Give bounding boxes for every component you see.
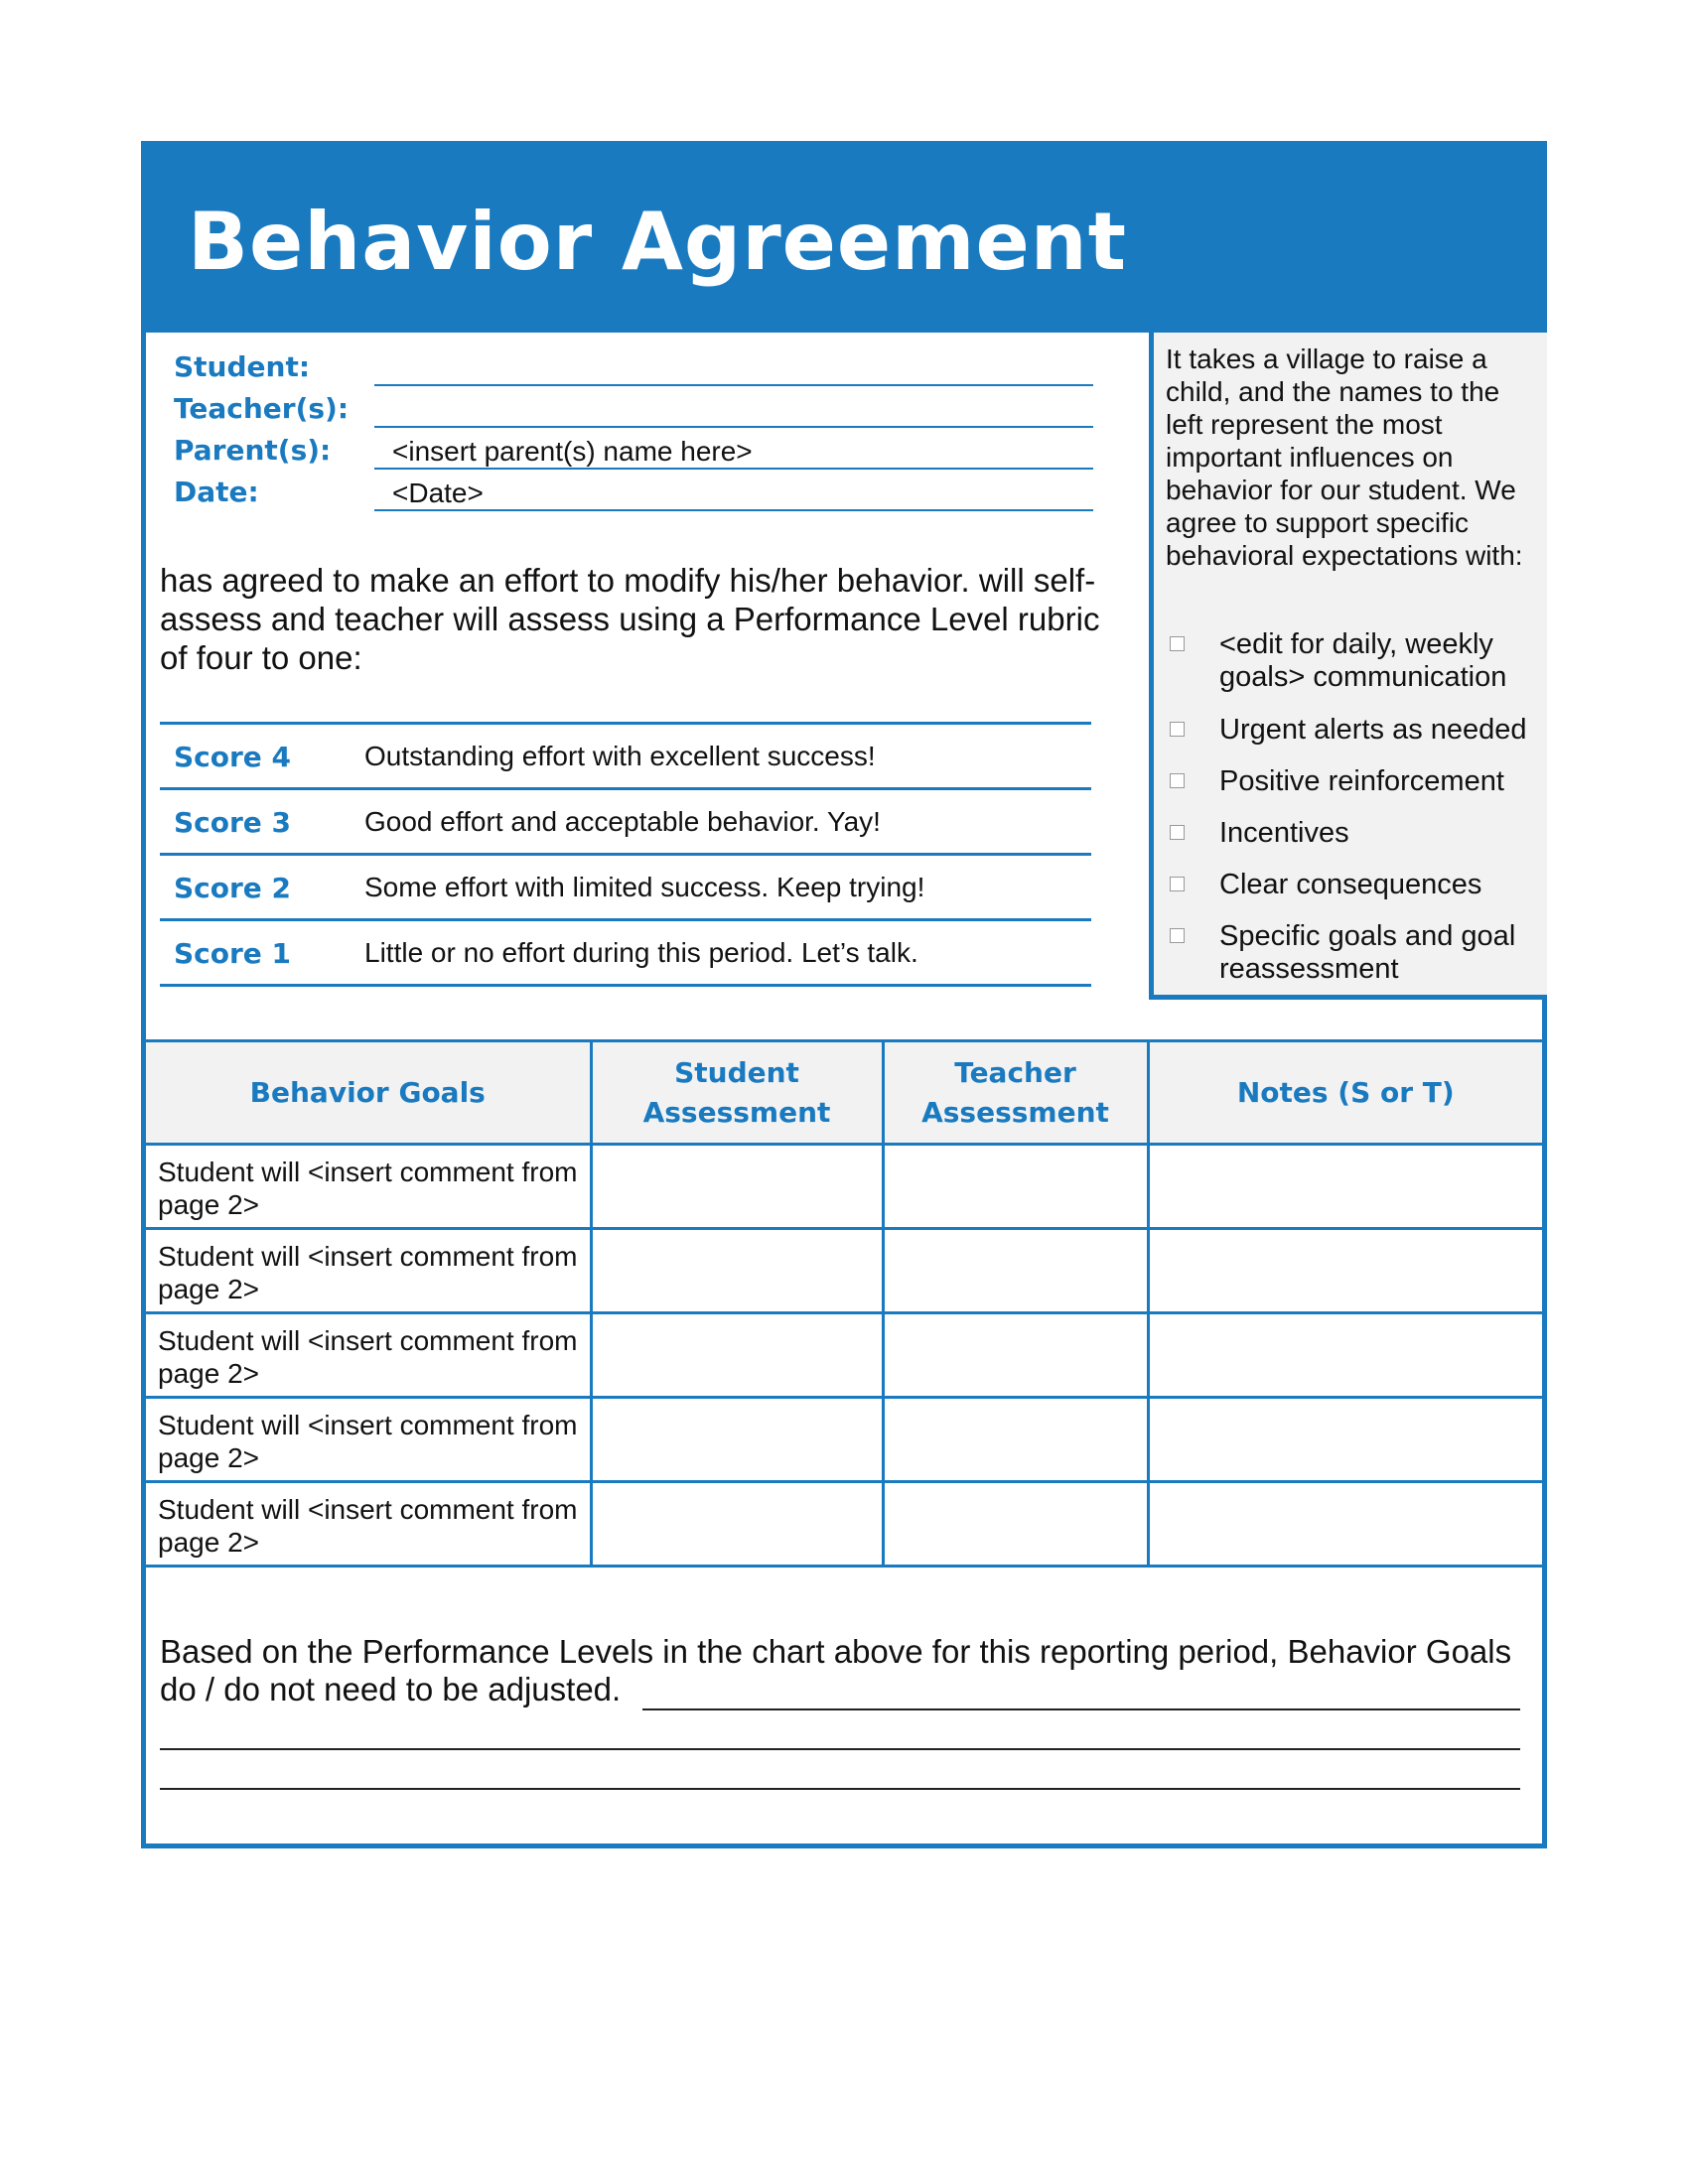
checklist-label: Incentives — [1219, 817, 1349, 849]
answer-line[interactable] — [642, 1708, 1520, 1710]
student-label: Student: — [174, 350, 311, 383]
behavior-goals-table — [146, 1039, 1542, 1568]
notes-cell[interactable] — [1148, 1398, 1542, 1482]
teacher-assessment-cell[interactable] — [883, 1482, 1148, 1567]
agreement-form — [141, 141, 1547, 1848]
title-bar — [146, 146, 1542, 333]
sidebar-text: It takes a village to raise a child, and the names to the left represent the most important influences on behavior for our student. We agree to support specific behavioral expectations with: — [1166, 343, 1523, 571]
checkbox[interactable] — [1170, 722, 1185, 737]
adjustment-statement: Based on the Performance Levels in the chart above for this reporting period, Behavior Goals do / do not need to be adjusted. — [160, 1633, 1512, 1707]
column-header-teacher-assessment: Teacher Assessment — [883, 1041, 1148, 1145]
column-header-behavior-goals: Behavior Goals — [146, 1041, 591, 1145]
table-row — [146, 1145, 1542, 1229]
table-row — [146, 1313, 1542, 1398]
checklist-label: Specific goals and goal reassessment — [1219, 920, 1516, 985]
behavior-goal-cell: Student will <insert comment from page 2> — [146, 1482, 591, 1567]
checklist-label: Clear consequences — [1219, 869, 1482, 900]
table-row — [146, 1482, 1542, 1567]
score-description: Little or no effort during this period. Let’s talk. — [364, 937, 918, 968]
score-row — [160, 790, 1091, 856]
notes-cell[interactable] — [1148, 1145, 1542, 1229]
notes-cell[interactable] — [1148, 1313, 1542, 1398]
date-label: Date: — [174, 476, 259, 508]
behavior-goal-cell: Student will <insert comment from page 2> — [146, 1229, 591, 1313]
notes-cell[interactable] — [1148, 1229, 1542, 1313]
intro-text: has agreed to make an effort to modify his/her behavior. will self-assess and teacher will assess using a Performance Level rubric of four to one: — [160, 562, 1100, 676]
teacher-assessment-cell[interactable] — [883, 1398, 1148, 1482]
parent-field[interactable]: <insert parent(s) name here> — [374, 428, 1093, 470]
checklist-label: Urgent alerts as needed — [1219, 714, 1527, 746]
score-rubric — [160, 722, 1091, 987]
column-header-notes: Notes (S or T) — [1148, 1041, 1542, 1145]
checkbox[interactable] — [1170, 773, 1185, 788]
score-label: Score 2 — [174, 872, 292, 904]
page-title: Behavior Agreement — [188, 196, 1127, 288]
score-description: Some effort with limited success. Keep trying! — [364, 872, 925, 902]
date-field[interactable]: <Date> — [374, 470, 1093, 511]
behavior-goal-cell: Student will <insert comment from page 2> — [146, 1313, 591, 1398]
behavior-goal-cell: Student will <insert comment from page 2> — [146, 1398, 591, 1482]
student-assessment-cell[interactable] — [591, 1145, 883, 1229]
checkbox[interactable] — [1170, 928, 1185, 943]
teacher-assessment-cell[interactable] — [883, 1145, 1148, 1229]
score-row — [160, 725, 1091, 790]
student-field[interactable] — [374, 344, 1093, 386]
student-assessment-cell[interactable] — [591, 1313, 883, 1398]
score-description: Good effort and acceptable behavior. Yay! — [364, 806, 881, 837]
checkbox[interactable] — [1170, 825, 1185, 840]
table-row — [146, 1398, 1542, 1482]
checklist-label: Positive reinforcement — [1219, 765, 1504, 797]
teacher-assessment-cell[interactable] — [883, 1229, 1148, 1313]
column-header-student-assessment: Student Assessment — [591, 1041, 883, 1145]
support-sidebar — [1149, 333, 1547, 1000]
teacher-assessment-cell[interactable] — [883, 1313, 1148, 1398]
student-assessment-cell[interactable] — [591, 1398, 883, 1482]
score-label: Score 1 — [174, 937, 292, 970]
score-label: Score 3 — [174, 806, 292, 839]
table-row — [146, 1229, 1542, 1313]
teacher-field[interactable] — [374, 386, 1093, 428]
checkbox[interactable] — [1170, 877, 1185, 891]
behavior-goal-cell: Student will <insert comment from page 2> — [146, 1145, 591, 1229]
checklist-label: <edit for daily, weekly goals> communication — [1219, 628, 1507, 693]
score-row — [160, 856, 1091, 921]
table-header-row — [146, 1041, 1542, 1145]
student-assessment-cell[interactable] — [591, 1482, 883, 1567]
score-label: Score 4 — [174, 741, 292, 773]
notes-cell[interactable] — [1148, 1482, 1542, 1567]
score-description: Outstanding effort with excellent success! — [364, 741, 876, 771]
teacher-label: Teacher(s): — [174, 392, 350, 425]
answer-line[interactable] — [160, 1748, 1520, 1750]
score-row — [160, 921, 1091, 987]
student-assessment-cell[interactable] — [591, 1229, 883, 1313]
parent-label: Parent(s): — [174, 434, 332, 467]
checkbox[interactable] — [1170, 636, 1185, 651]
answer-line[interactable] — [160, 1788, 1520, 1790]
